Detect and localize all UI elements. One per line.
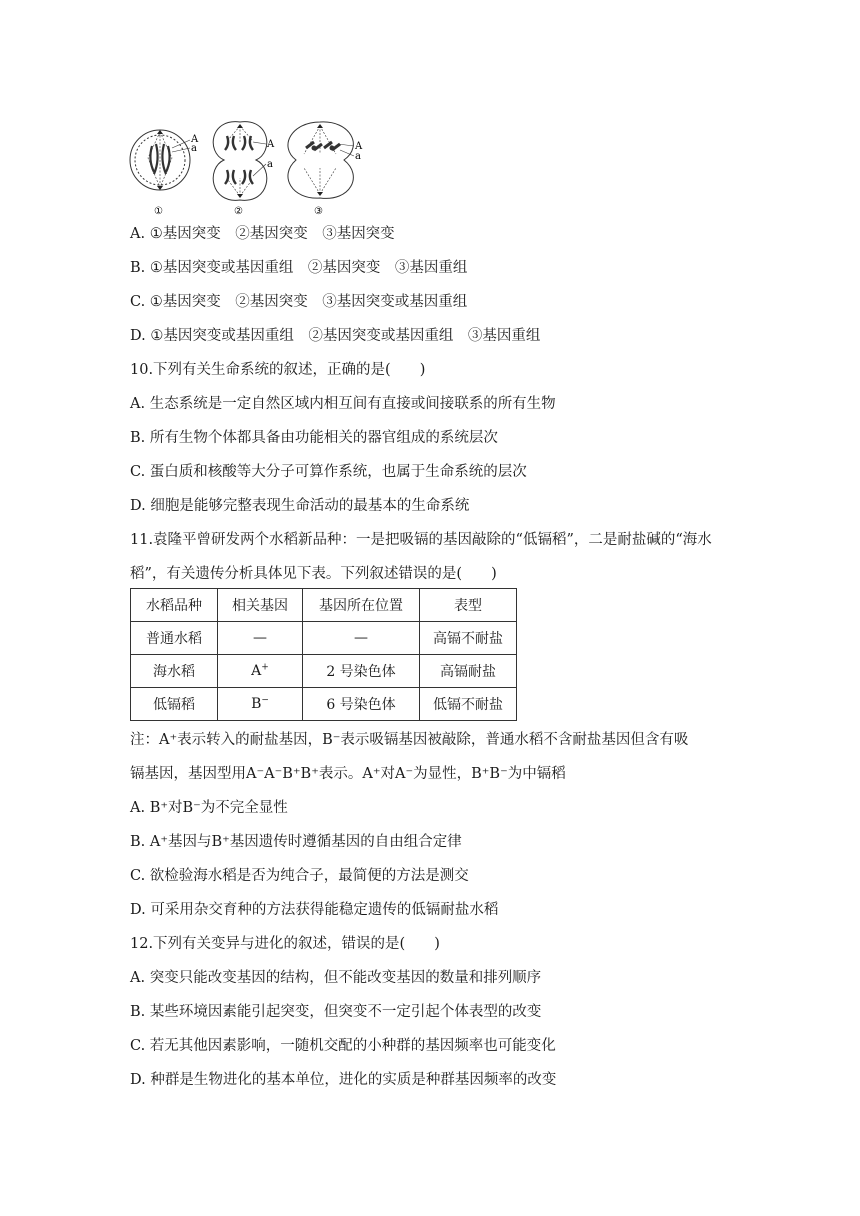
q10-option-c: C. 蛋白质和核酸等大分子可算作系统，也属于生命系统的层次: [130, 464, 527, 480]
table-cell-location: 2 号染色体: [303, 655, 420, 688]
table-cell-variety: 低镉稻: [131, 688, 218, 721]
q9-option-b: B. ①基因突变或基因重组 ②基因突变 ③基因重组: [130, 260, 468, 276]
table-cell-gene: [218, 688, 303, 721]
q11-option-a: A. B⁺对B⁻为不完全显性: [130, 800, 288, 816]
table-header-row: [131, 589, 517, 622]
q12-stem: 12.下列有关变异与进化的叙述，错误的是( ): [130, 936, 440, 952]
table-row: [131, 688, 517, 721]
q10-option-a: A. 生态系统是一定自然区域内相互间有直接或间接联系的所有生物: [130, 396, 556, 412]
table-header-cell: 水稻品种: [131, 589, 218, 622]
q12-option-a: A. 突变只能改变基因的结构，但不能改变基因的数量和排列顺序: [130, 970, 542, 986]
cell-2-diagram: [213, 122, 267, 201]
q9-option-c: C. ①基因突变 ②基因突变 ③基因突变或基因重组: [130, 294, 468, 310]
q9-option-d: D. ①基因突变或基因重组 ②基因突变或基因重组 ③基因重组: [130, 328, 541, 344]
cell-3-label: ③: [314, 206, 323, 217]
cell-2-gene-a-label: a: [267, 159, 273, 170]
cell-1-label: ①: [154, 206, 163, 217]
q10-option-b: B. 所有生物个体都具备由功能相关的器官组成的系统层次: [130, 430, 498, 446]
gene-symbol: B: [251, 696, 262, 712]
table-header-cell: 基因所在位置: [303, 589, 420, 622]
cell-1-gene-a-label: a: [191, 143, 197, 154]
q12-option-c: C. 若无其他因素影响，一随机交配的小种群的基因频率也可能变化: [130, 1038, 556, 1054]
cell-3-diagram: [288, 122, 354, 199]
table-header-cell: 相关基因: [218, 589, 303, 622]
cell-2-label: ②: [234, 206, 243, 217]
table-cell-gene: [218, 655, 303, 688]
gene-superscript: −: [261, 695, 269, 706]
cell-3-gene-a-label: a: [355, 151, 361, 162]
gene-symbol: —: [253, 630, 267, 646]
q11-option-d: D. 可采用杂交育种的方法获得能稳定遗传的低镉耐盐水稻: [130, 902, 499, 918]
q11-stem-line1: 11.袁隆平曾研发两个水稻新品种：一是把吸镉的基因敲除的“低镉稻”，二是耐盐碱的“海水: [130, 532, 712, 548]
table-cell-gene: [218, 622, 303, 655]
q10-option-d: D. 细胞是能够完整表现生命活动的最基本的生命系统: [130, 498, 470, 514]
rice-gene-table: [130, 588, 517, 721]
cell-1-diagram: [130, 130, 190, 190]
table-cell-location: 6 号染色体: [303, 688, 420, 721]
table-row: [131, 622, 517, 655]
table-cell-variety: 海水稻: [131, 655, 218, 688]
q11-note-line1: 注：A⁺表示转入的耐盐基因，B⁻表示吸镉基因被敲除，普通水稻不含耐盐基因但含有吸: [130, 732, 689, 748]
table-row: [131, 655, 517, 688]
cell-2-gene-A-label: A: [267, 139, 275, 150]
table-cell-phenotype: 高镉不耐盐: [420, 622, 517, 655]
q11-note-line2: 镉基因，基因型用A⁻A⁻B⁺B⁺表示。A⁺对A⁻为显性，B⁺B⁻为中镉稻: [130, 766, 566, 782]
cell-1-gene-A-label: A: [191, 134, 199, 145]
q12-option-d: D. 种群是生物进化的基本单位，进化的实质是种群基因频率的改变: [130, 1072, 557, 1088]
q11-stem-line2: 稻”，有关遗传分析具体见下表。下列叙述错误的是( ): [130, 566, 497, 582]
cell-division-figure: [128, 118, 368, 220]
q9-option-a: A. ①基因突变 ②基因突变 ③基因突变: [130, 226, 395, 242]
cell-3-gene-A-label: A: [355, 141, 363, 152]
table-cell-location: —: [303, 622, 420, 655]
gene-superscript: +: [261, 662, 269, 673]
table-header-cell: 表型: [420, 589, 517, 622]
table-cell-variety: 普通水稻: [131, 622, 218, 655]
q11-option-b: B. A⁺基因与B⁺基因遗传时遵循基因的自由组合定律: [130, 834, 462, 850]
q10-stem: 10.下列有关生命系统的叙述，正确的是( ): [130, 362, 426, 378]
gene-symbol: A: [251, 663, 262, 679]
q11-option-c: C. 欲检验海水稻是否为纯合子，最简便的方法是测交: [130, 868, 469, 884]
table-cell-phenotype: 高镉耐盐: [420, 655, 517, 688]
q12-option-b: B. 某些环境因素能引起突变，但突变不一定引起个体表型的改变: [130, 1004, 542, 1020]
table-cell-phenotype: 低镉不耐盐: [420, 688, 517, 721]
